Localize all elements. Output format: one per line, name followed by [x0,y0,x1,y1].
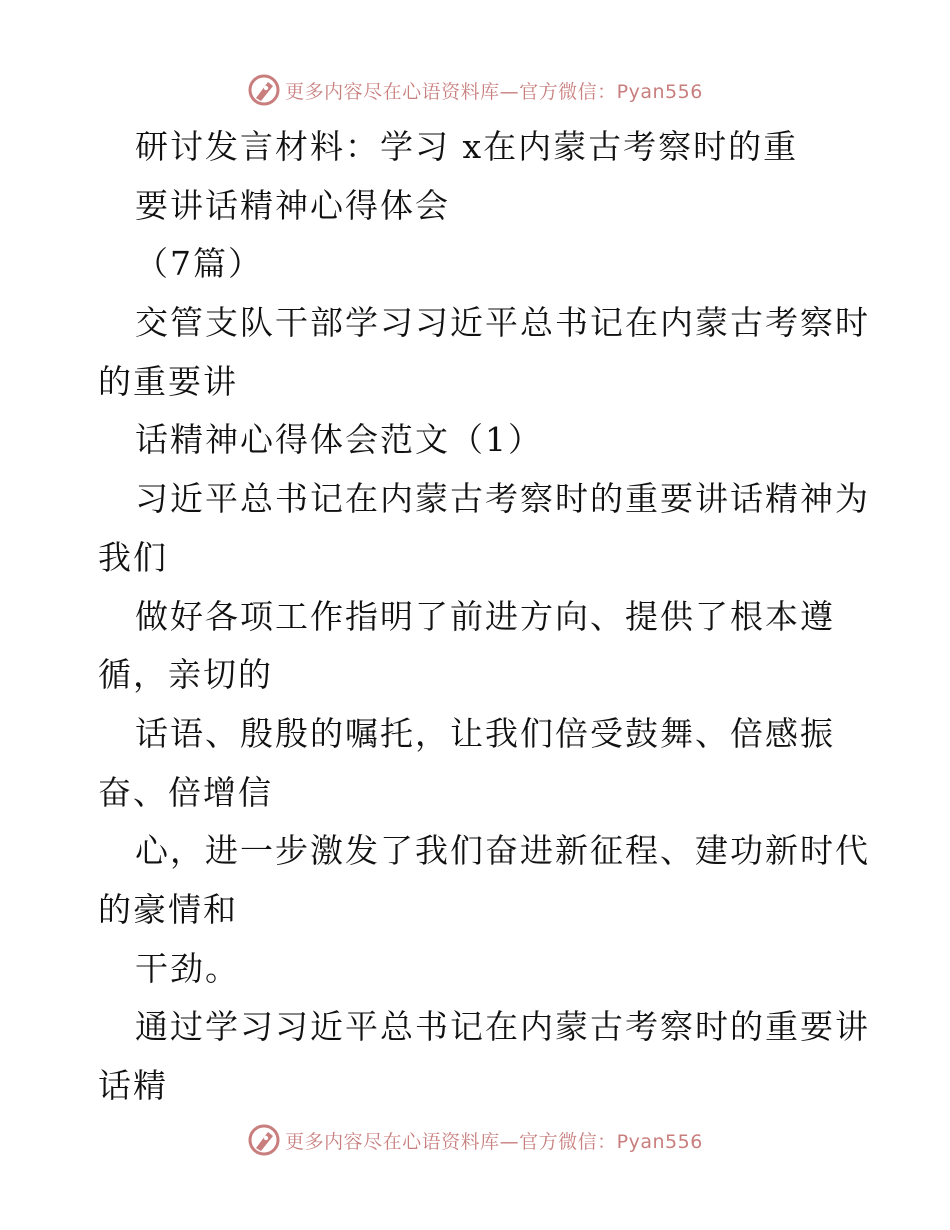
document-line: 我们 [98,537,168,577]
footer-watermark-text: 更多内容尽在心语资料库—官方微信：Pyan556 [285,1130,703,1153]
document-line: 的重要讲 [98,361,238,401]
document-line: 研讨发言材料：学习 x在内蒙古考察时的重 [135,127,799,166]
document-line: 要讲话精神心得体会 [135,185,450,225]
document-line: 干劲。 [135,948,240,988]
document-line: 交管支队干部学习习近平总书记在内蒙古考察时 [135,303,870,343]
document-line: 循，亲切的 [98,655,273,695]
document-line: 话精 [98,1066,168,1105]
document-line: 心，进一步激发了我们奋进新征程、建功新时代 [135,831,870,871]
pen-nib-logo-icon [247,1123,281,1157]
document-line: （7篇） [135,244,263,284]
header-watermark-text: 更多内容尽在心语资料库—官方微信：Pyan556 [285,80,703,103]
document-line: 通过学习习近平总书记在内蒙古考察时的重要讲 [135,1007,870,1047]
document-line: 习近平总书记在内蒙古考察时的重要讲话精神为 [135,479,870,519]
document-line: 话精神心得体会范文（1） [135,420,543,460]
header-watermark-banner [0,70,950,110]
footer-watermark-banner [0,1120,950,1160]
document-body [0,118,950,1116]
document-line: 的豪情和 [98,889,238,929]
document-line: 奋、倍增信 [98,772,273,812]
document-line: 做好各项工作指明了前进方向、提供了根本遵 [135,596,835,636]
pen-nib-logo-icon [247,73,281,107]
document-line: 话语、殷殷的嘱托，让我们倍受鼓舞、倍感振 [135,713,835,753]
